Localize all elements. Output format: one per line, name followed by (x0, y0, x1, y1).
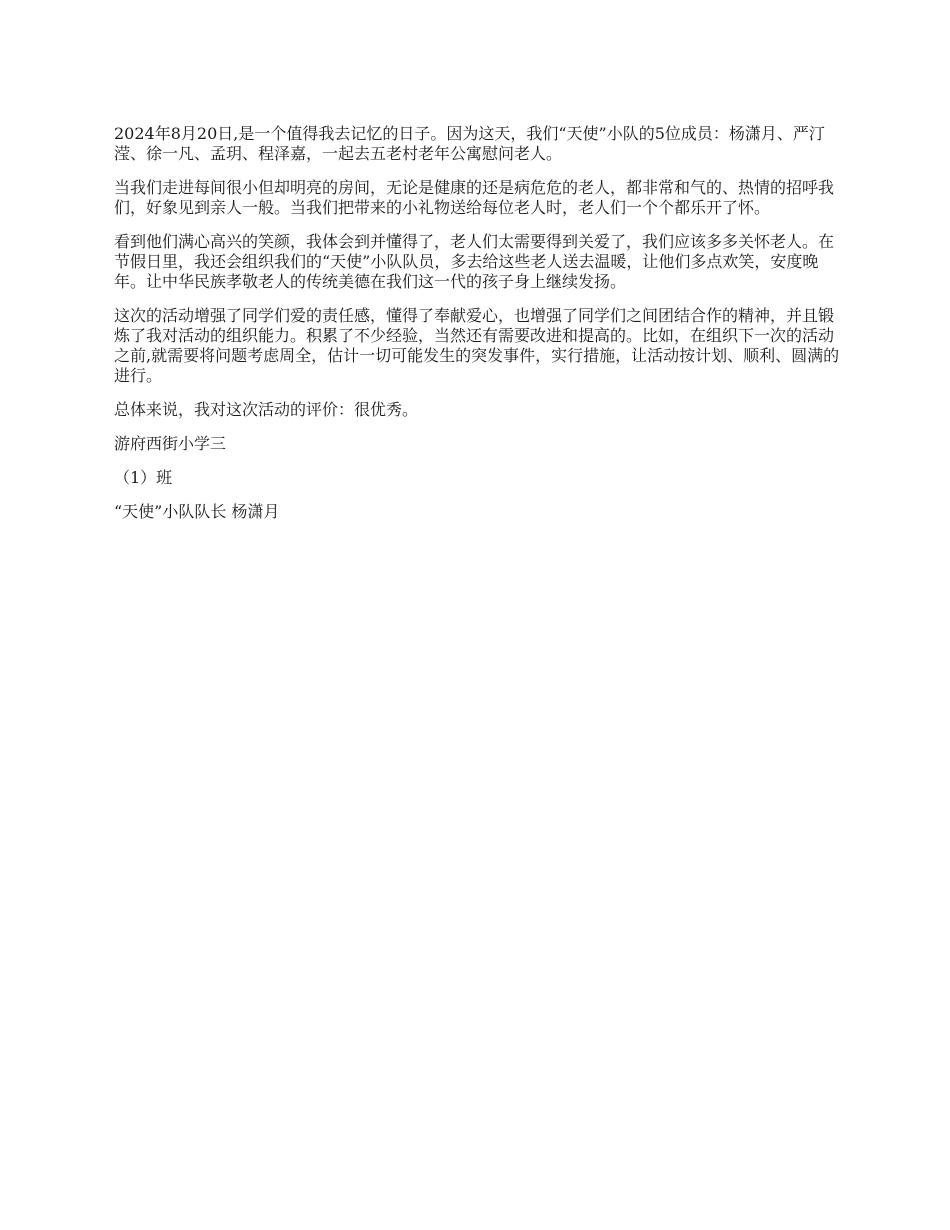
signature-class: （1）班 (114, 468, 173, 487)
paragraph-5: 总体来说，我对这次活动的评价：很优秀。 (114, 400, 419, 419)
signature-leader: “天使”小队队长 杨潇月 (114, 502, 280, 521)
signature-school: 游府西街小学三 (114, 434, 227, 453)
paragraph-2: 当我们走进每间很小但却明亮的房间，无论是健康的还是病危危的老人，都非常和气的、热情的招呼我们，好象见到亲人一般。当我们把带来的小礼物送给每位老人时，老人们一个个都乐开了怀。 (114, 178, 835, 217)
document-body (114, 124, 844, 536)
paragraph-1: 2024年8月20日,是一个值得我去记忆的日子。因为这天，我们“天使”小队的5位成员：杨潇月、严汀滢、徐一凡、孟玥、程泽嘉，一起去五老村老年公寓慰问老人。 (114, 124, 825, 163)
paragraph-3: 看到他们满心高兴的笑颜，我体会到并懂得了，老人们太需要得到关爱了，我们应该多多关怀老人。在节假日里，我还会组织我们的“天使”小队队员，多去给这些老人送去温暖，让他们多点欢笑，安度晚年。让中华民族孝敬老人的传统美德在我们这一代的孩子身上继续发扬。 (114, 232, 835, 291)
paragraph-4: 这次的活动增强了同学们爱的责任感，懂得了奉献爱心，也增强了同学们之间团结合作的精神，并且锻炼了我对活动的组织能力。积累了不少经验，当然还有需要改进和提高的。比如，在组织下一次的活动之前,就需要将问题考虑周全，估计一切可能发生的突发事件，实行措施，让活动按计划、顺利、圆满的进行。 (114, 306, 840, 385)
